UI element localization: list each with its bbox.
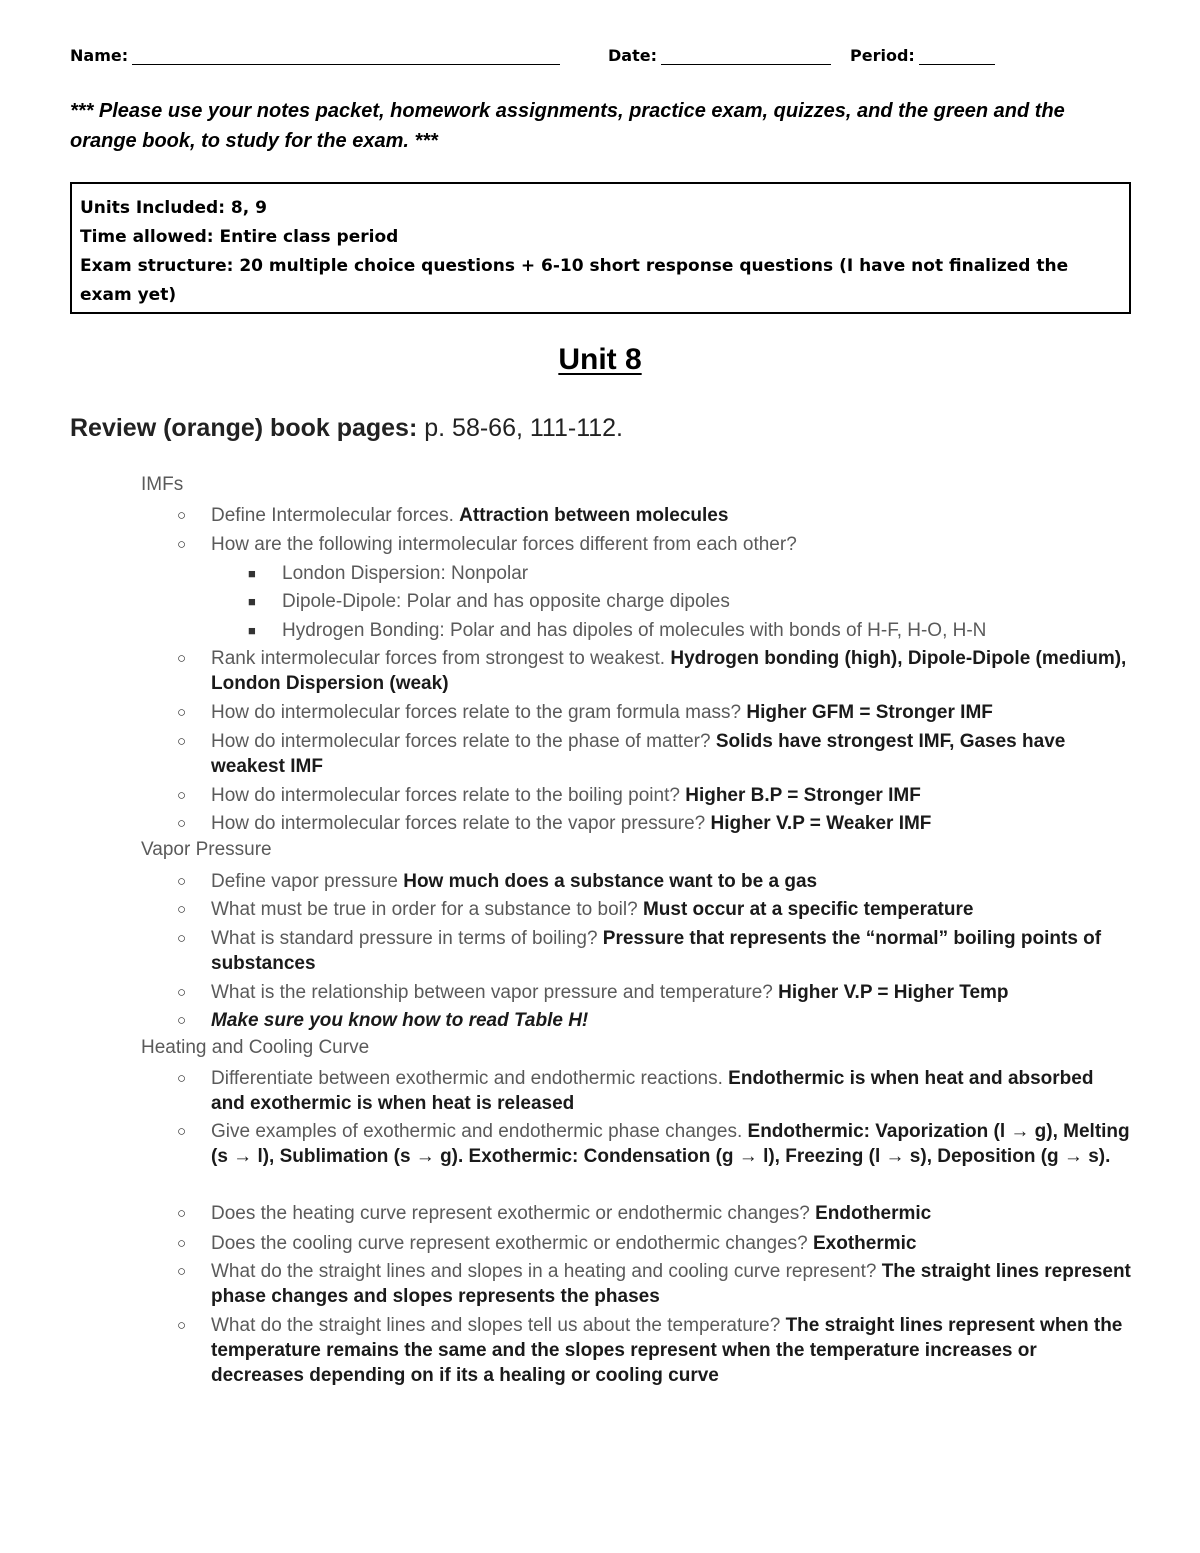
answer-text: How much does a substance want to be a gas [403,871,818,892]
unit-heading [0,343,1200,377]
circle-bullet-icon: ○ [177,1317,187,1334]
list-item [177,1066,1131,1116]
circle-bullet-icon: ○ [177,1123,187,1140]
exam-structure: Exam structure: 20 multiple choice questions + 6-10 short response questions (I have not finalized the exam yet) [80,256,1069,305]
list-item [177,926,1131,976]
question-text: Rank intermolecular forces from strongest to weakest. [211,648,666,669]
list-item [177,646,1131,696]
circle-bullet-icon: ○ [177,815,187,832]
units-included: Units Included: 8, 9 [80,198,267,218]
date-blank-line[interactable] [661,46,831,65]
list-item [177,783,1131,808]
name-blank-line[interactable] [132,46,560,65]
question-text: How do intermolecular forces relate to the vapor pressure? [211,813,706,834]
list-item [177,700,1131,725]
circle-bullet-icon: ○ [177,930,187,947]
circle-bullet-icon: ○ [177,733,187,750]
list-item [177,897,1131,922]
list-item [177,1259,1131,1309]
circle-bullet-icon: ○ [177,1235,187,1252]
list-item [177,729,1131,779]
sub-question-text: Dipole-Dipole: [282,591,402,612]
answer-text: Endothermic: Vaporization (l → g), Melting (s → l), Sublimation (s → g). Exothermic: Condensation (g → l), Freezing (l → s), Deposition (g → s). [211,1121,1130,1167]
sub-answer-text: Nonpolar [451,563,529,584]
question-text: What is the relationship between vapor pressure and temperature? [211,982,773,1003]
question-text: What is standard pressure in terms of boiling? [211,928,598,949]
question-text: Define vapor pressure [211,871,398,892]
circle-bullet-icon: ○ [177,873,187,890]
question-text: Does the heating curve represent exothermic or endothermic changes? [211,1203,810,1224]
date-label: Date: [608,46,657,65]
question-text: Give examples of exothermic and endothermic phase changes. [211,1121,743,1142]
circle-bullet-icon: ○ [177,650,187,667]
section-heading: Heating and Cooling Curve [141,1037,370,1058]
list-item [177,811,1131,836]
list-item [177,1313,1131,1388]
answer-text: The straight lines represent when the temperature remains the same and the slopes represent when the temperature increases or decreases depending on if its a healing or cooling curve [211,1315,1123,1386]
emphasis-note: Make sure you know how to read Table H! [211,1010,589,1031]
list-item [177,1231,1131,1256]
square-bullet-icon: ■ [248,594,256,609]
circle-bullet-icon: ○ [177,1070,187,1087]
student-header [70,46,1130,76]
square-bullet-icon: ■ [248,566,256,581]
circle-bullet-icon: ○ [177,1012,187,1029]
circle-bullet-icon: ○ [177,1205,187,1222]
question-text: What must be true in order for a substance to boil? [211,899,638,920]
sub-question-text: Hydrogen Bonding: [282,620,445,641]
answer-text: Higher B.P = Stronger IMF [685,785,921,806]
answer-text: Hydrogen bonding (high), Dipole-Dipole (medium), London Dispersion (weak) [211,648,1127,694]
unit-title: Unit 8 [558,343,642,376]
exam-info-box [70,182,1131,314]
question-text: What do the straight lines and slopes tell us about the temperature? [211,1315,781,1336]
square-bullet-icon: ■ [248,623,256,638]
list-item [177,532,1131,557]
section-heading: IMFs [141,474,184,495]
period-label: Period: [850,46,915,65]
study-instructions: *** Please use your notes packet, homework assignments, practice exam, quizzes, and the green and the orange book, to study for the exam. *** [70,100,1065,152]
question-text: How do intermolecular forces relate to the phase of matter? [211,731,711,752]
answer-text: Higher V.P = Higher Temp [778,982,1009,1003]
answer-text: Endothermic is when heat and absorbed and exothermic is when heat is released [211,1068,1094,1114]
list-item [177,1201,1131,1226]
answer-text: Attraction between molecules [459,505,729,526]
review-pages [70,414,623,443]
list-item [177,1008,1131,1033]
question-text: How do intermolecular forces relate to the gram formula mass? [211,702,742,723]
review-page-numbers: p. 58-66, 111-112. [424,414,624,442]
circle-bullet-icon: ○ [177,507,187,524]
period-blank-line[interactable] [919,46,995,65]
sub-list-item [248,618,1142,643]
name-field[interactable] [70,46,560,65]
circle-bullet-icon: ○ [177,1263,187,1280]
answer-text: The straight lines represent phase changes and slopes represents the phases [211,1261,1131,1307]
list-item [177,503,1131,528]
section-heading: Vapor Pressure [141,839,272,860]
sub-answer-text: Polar and has dipoles of molecules with bonds of H-F, H-O, H-N [449,620,987,641]
circle-bullet-icon: ○ [177,901,187,918]
list-item [177,1119,1131,1169]
name-label: Name: [70,46,129,65]
question-text: Does the cooling curve represent exothermic or endothermic changes? [211,1233,808,1254]
period-field[interactable] [850,46,995,65]
question-text: Define Intermolecular forces. [211,505,454,526]
list-item [177,869,1131,894]
circle-bullet-icon: ○ [177,704,187,721]
question-text: Differentiate between exothermic and endothermic reactions. [211,1068,723,1089]
answer-text: Must occur at a specific temperature [642,899,974,920]
time-allowed: Time allowed: Entire class period [80,227,399,247]
answer-text: Endothermic [815,1203,932,1224]
sub-list-item [248,561,1142,586]
circle-bullet-icon: ○ [177,984,187,1001]
circle-bullet-icon: ○ [177,787,187,804]
review-label: Review (orange) book pages: [70,414,418,442]
answer-text: Higher GFM = Stronger IMF [746,702,993,723]
question-text: What do the straight lines and slopes in a heating and cooling curve represent? [211,1261,877,1282]
date-field[interactable] [608,46,831,65]
question-text: How do intermolecular forces relate to the boiling point? [211,785,680,806]
circle-bullet-icon: ○ [177,536,187,553]
answer-text: Higher V.P = Weaker IMF [710,813,932,834]
list-item [177,980,1131,1005]
answer-text: Solids have strongest IMF, Gases have weakest IMF [211,731,1066,777]
question-text: How are the following intermolecular forces different from each other? [211,534,797,555]
sub-answer-text: Polar and has opposite charge dipoles [406,591,730,612]
sub-question-text: London Dispersion: [282,563,446,584]
answer-text: Exothermic [813,1233,917,1254]
answer-text: Pressure that represents the “normal” boiling points of substances [211,928,1102,974]
sub-list-item [248,589,1142,614]
